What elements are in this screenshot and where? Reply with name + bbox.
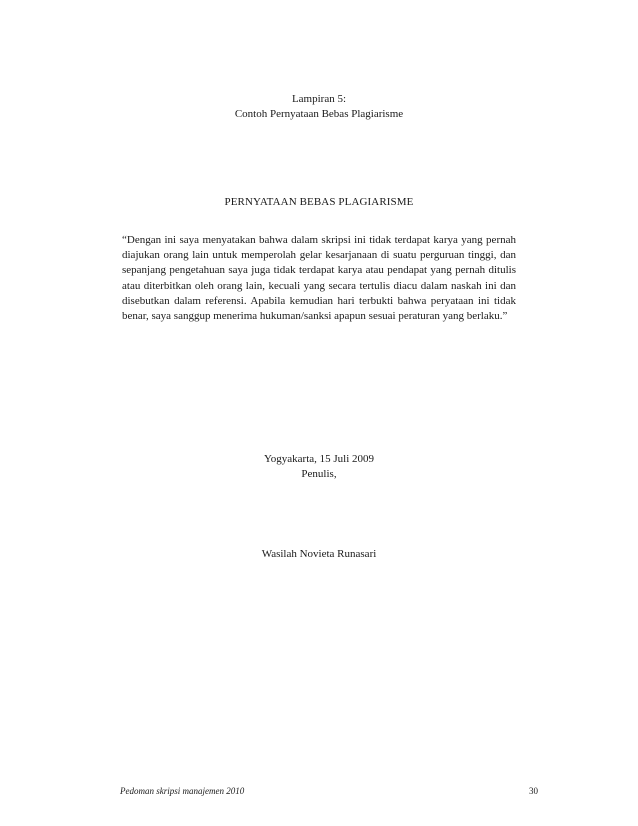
statement-title: PERNYATAAN BEBAS PLAGIARISME (224, 196, 414, 208)
appendix-subtitle: Contoh Pernyataan Bebas Plagiarisme (234, 108, 404, 120)
statement-body: “Dengan ini saya menyatakan bahwa dalam skripsi ini tidak terdapat karya yang pernah diajukan orang lain untuk memperolah gelar kesarjanaan di suatu perguruan tinggi, dan sepanjang pengetahuan saya juga tidak terdapat karya atau pendapat yang pernah ditulis atau diterbitkan oleh orang lain, kecuali yang secara tertulis diacu dalam naskah ini dan disebutkan dalam referensi. Apabila kemudian hari terbukti bahwa peryataan ini tidak benar, saya sanggup menerima hukuman/sanksi apapun sesuai peraturan yang berlaku.” (122, 234, 516, 323)
page-number: 30 (529, 786, 538, 796)
author-role: Penulis, (301, 468, 337, 480)
place-date: Yogyakarta, 15 Juli 2009 (263, 453, 375, 465)
author-name: Wasilah Novieta Runasari (261, 548, 377, 560)
footer-title: Pedoman skripsi manajemen 2010 (120, 786, 245, 796)
appendix-label: Lampiran 5: (291, 93, 347, 105)
